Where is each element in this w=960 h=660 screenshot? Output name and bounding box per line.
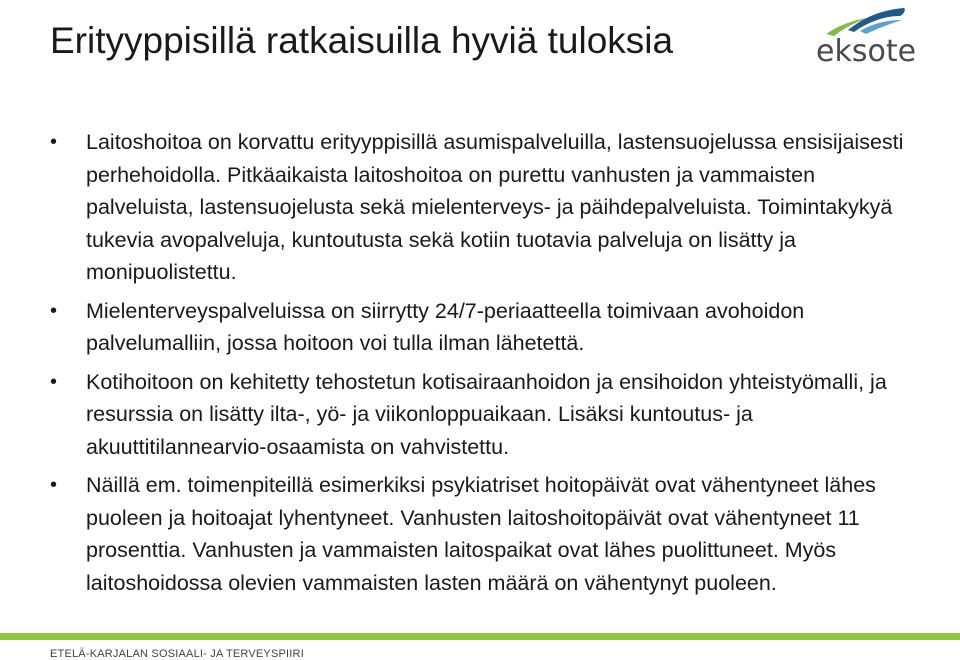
footer-text: ETELÄ-KARJALAN SOSIAALI- JA TERVEYSPIIRI <box>50 648 304 660</box>
bullet-item-1 <box>50 126 910 289</box>
eksote-logo <box>808 4 928 74</box>
bullet-text: Näillä em. toimenpiteillä esimerkiksi psykiatriset hoitopäivät ovat vähentyneet lähes puoleen ja hoitoajat lyhentyneet. Vanhusten laitoshoitopäivät ovat vähentyneet 11 prosenttia. Vanhusten ja vammaisten laitospaikat ovat lähes puolittuneet. Myös laitoshoidossa olevien vammaisten lasten määrä on vähentynyt puoleen. <box>86 473 876 595</box>
bullet-text: Mielenterveyspalveluissa on siirrytty 24/7-periaatteella toimivaan avohoidon palvelumalliin, jossa hoitoon voi tulla ilman lähetettä. <box>86 298 805 355</box>
bullet-item-2 <box>50 295 910 360</box>
slide-title: Erityyppisillä ratkaisuilla hyviä tuloksia <box>50 20 674 61</box>
bullet-icon: • <box>50 299 58 322</box>
slide-content <box>50 126 910 599</box>
eksote-swoosh-logo-icon <box>808 4 918 38</box>
bullet-text: Laitoshoitoa on korvattu erityyppisillä asumispalveluilla, lastensuojelussa ensisijaisesti perhehoidolla. Pitkäaikaista laitoshoitoa on purettu vanhusten ja vammaisten palveluista, lastensuojelusta sekä mielenterveys- ja päihdepalveluista. Toimintakykyä tukevia avopalveluja, kuntoutusta sekä kotiin tuotavia palveluja on lisätty ja monipuolistettu. <box>86 130 904 284</box>
logo-text: eksote <box>816 34 917 69</box>
bullet-item-3 <box>50 366 910 464</box>
bullet-icon: • <box>50 370 58 393</box>
bullet-icon: • <box>50 474 58 496</box>
bullet-text: Kotihoitoon on kehitetty tehostetun kotisairaanhoidon ja ensihoidon yhteistyömalli, ja resurssia on lisätty ilta-, yö- ja viikonloppuaikaan. Lisäksi kuntoutus- ja akuuttitilannearvio-osaamista on vahvistettu. <box>86 369 887 459</box>
bullet-icon: • <box>50 131 58 153</box>
bullet-list <box>50 126 910 599</box>
bullet-item-4 <box>50 469 910 599</box>
footer-bar <box>0 633 960 640</box>
